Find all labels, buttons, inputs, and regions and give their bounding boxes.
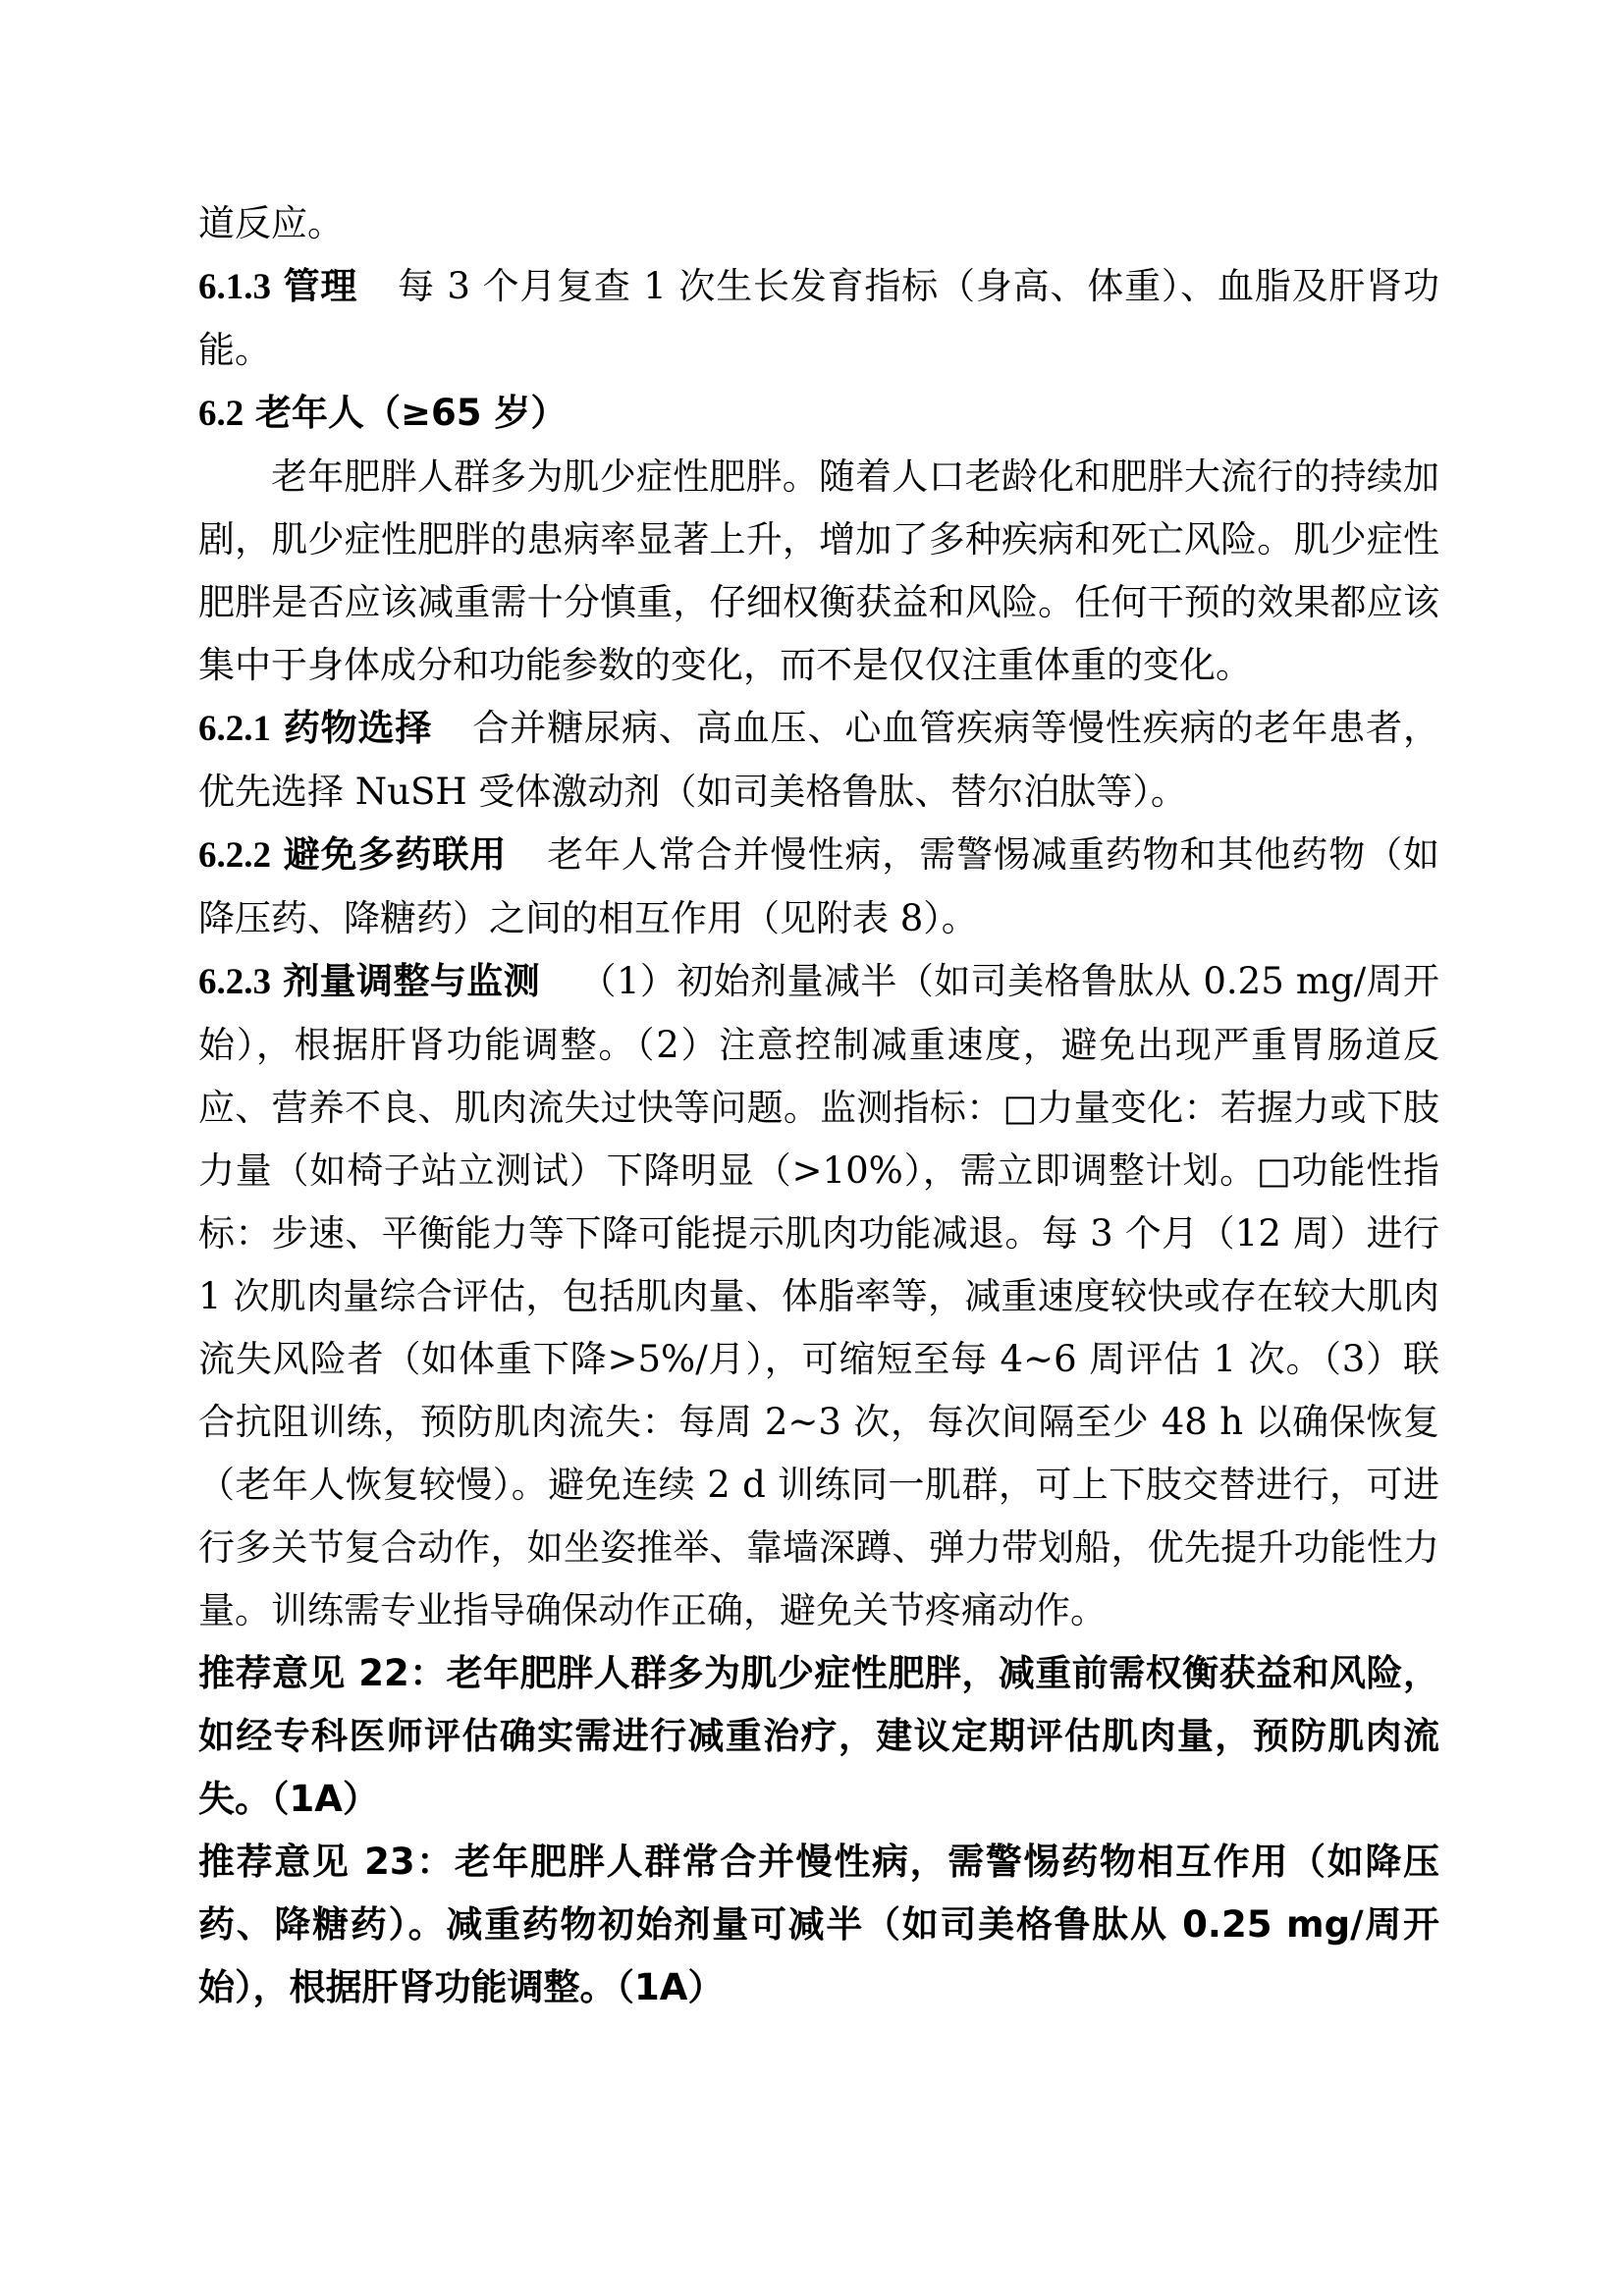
section-6-2-1 [198,697,1439,824]
section-body: 合并糖尿病、高血压、心血管疾病等慢性疾病的老年患者，优先选择 NuSH 受体激动剂（如司美格鲁肽、替尔泊肽等）。 [198,707,1440,813]
recommendation-23: 推荐意见 23：老年肥胖人群常合并慢性病，需警惕药物相互作用（如降压药、降糖药）。减重药物初始剂量可减半（如司美格鲁肽从 0.25 mg/周开始），根据肝肾功能调整。（1A） [198,1841,1439,2008]
body-paragraph: 老年肥胖人群多为肌少症性肥胖。随着人口老龄化和肥胖大流行的持续加剧，肌少症性肥胖的患病率显著上升，增加了多种疾病和死亡风险。肌少症性肥胖是否应该减重需十分慎重，仔细权衡获益和风险。任何干预的效果都应该集中于身体成分和功能参数的变化，而不是仅仅注重体重的变化。 [198,455,1439,686]
section-number: 6.2.2 [198,835,271,876]
section-body: （1）初始剂量减半（如司美格鲁肽从 0.25 mg/周开始），根据肝肾功能调整。（2）注意控制减重速度，避免出现严重胃肠道反应、营养不良、肌肉流失过快等问题。监测指标：□力量变化：若握力或下肢力量（如椅子站立测试）下降明显（>10%），需立即调整计划。□功能性指标：步速、平衡能力等下降可能提示肌肉功能减退。每 3 个月（12 周）进行 1 次肌肉量综合评估，包括肌肉量、体脂率等，减重速度较快或存在较大肌肉流失风险者（如体重下降>5%/月），可缩短至每 4~6 周评估 1 次。（3）联合抗阻训练，预防肌肉流失：每周 2~3 次，每次间隔至少 48 h 以确保恢复（老年人恢复较慢）。避免连续 2 d 训练同一肌群，可上下肢交替进行，可进行多关节复合动作，如坐姿推举、靠墙深蹲、弹力带划船，优先提升功能性力量。训练需专业指导确保动作正确，避免关节疼痛动作。 [198,960,1440,1631]
document-page [198,192,1439,2019]
section-body: 老年人常合并慢性病，需警惕减重药物和其他药物（如降压药、降糖药）之间的相互作用（见附表 8）。 [198,833,1440,939]
recommendation-22: 推荐意见 22：老年肥胖人群多为肌少症性肥胖，减重前需权衡获益和风险，如经专科医师评估确实需进行减重治疗，建议定期评估肌肉量，预防肌肉流失。（1A） [198,1652,1439,1820]
paragraph-continuation: 道反应。 [198,202,344,244]
section-6-1-3 [198,255,1439,382]
section-heading: 避免多药联用 [283,833,508,876]
section-6-2 [198,382,1439,446]
section-heading: 药物选择 [283,707,433,749]
section-heading: 老年人（≥65 岁） [255,392,568,434]
section-body: 每 3 个月复查 1 次生长发育指标（身高、体重）、血脂及肝肾功能。 [198,265,1440,371]
section-heading: 管理 [283,265,358,307]
section-number: 6.2.1 [198,709,271,749]
section-6-2-2 [198,824,1439,950]
section-heading: 剂量调整与监测 [283,960,541,1002]
section-number: 6.2 [198,394,244,434]
section-number: 6.1.3 [198,267,271,307]
section-number: 6.2.3 [198,962,271,1002]
section-6-2-3 [198,950,1439,1642]
